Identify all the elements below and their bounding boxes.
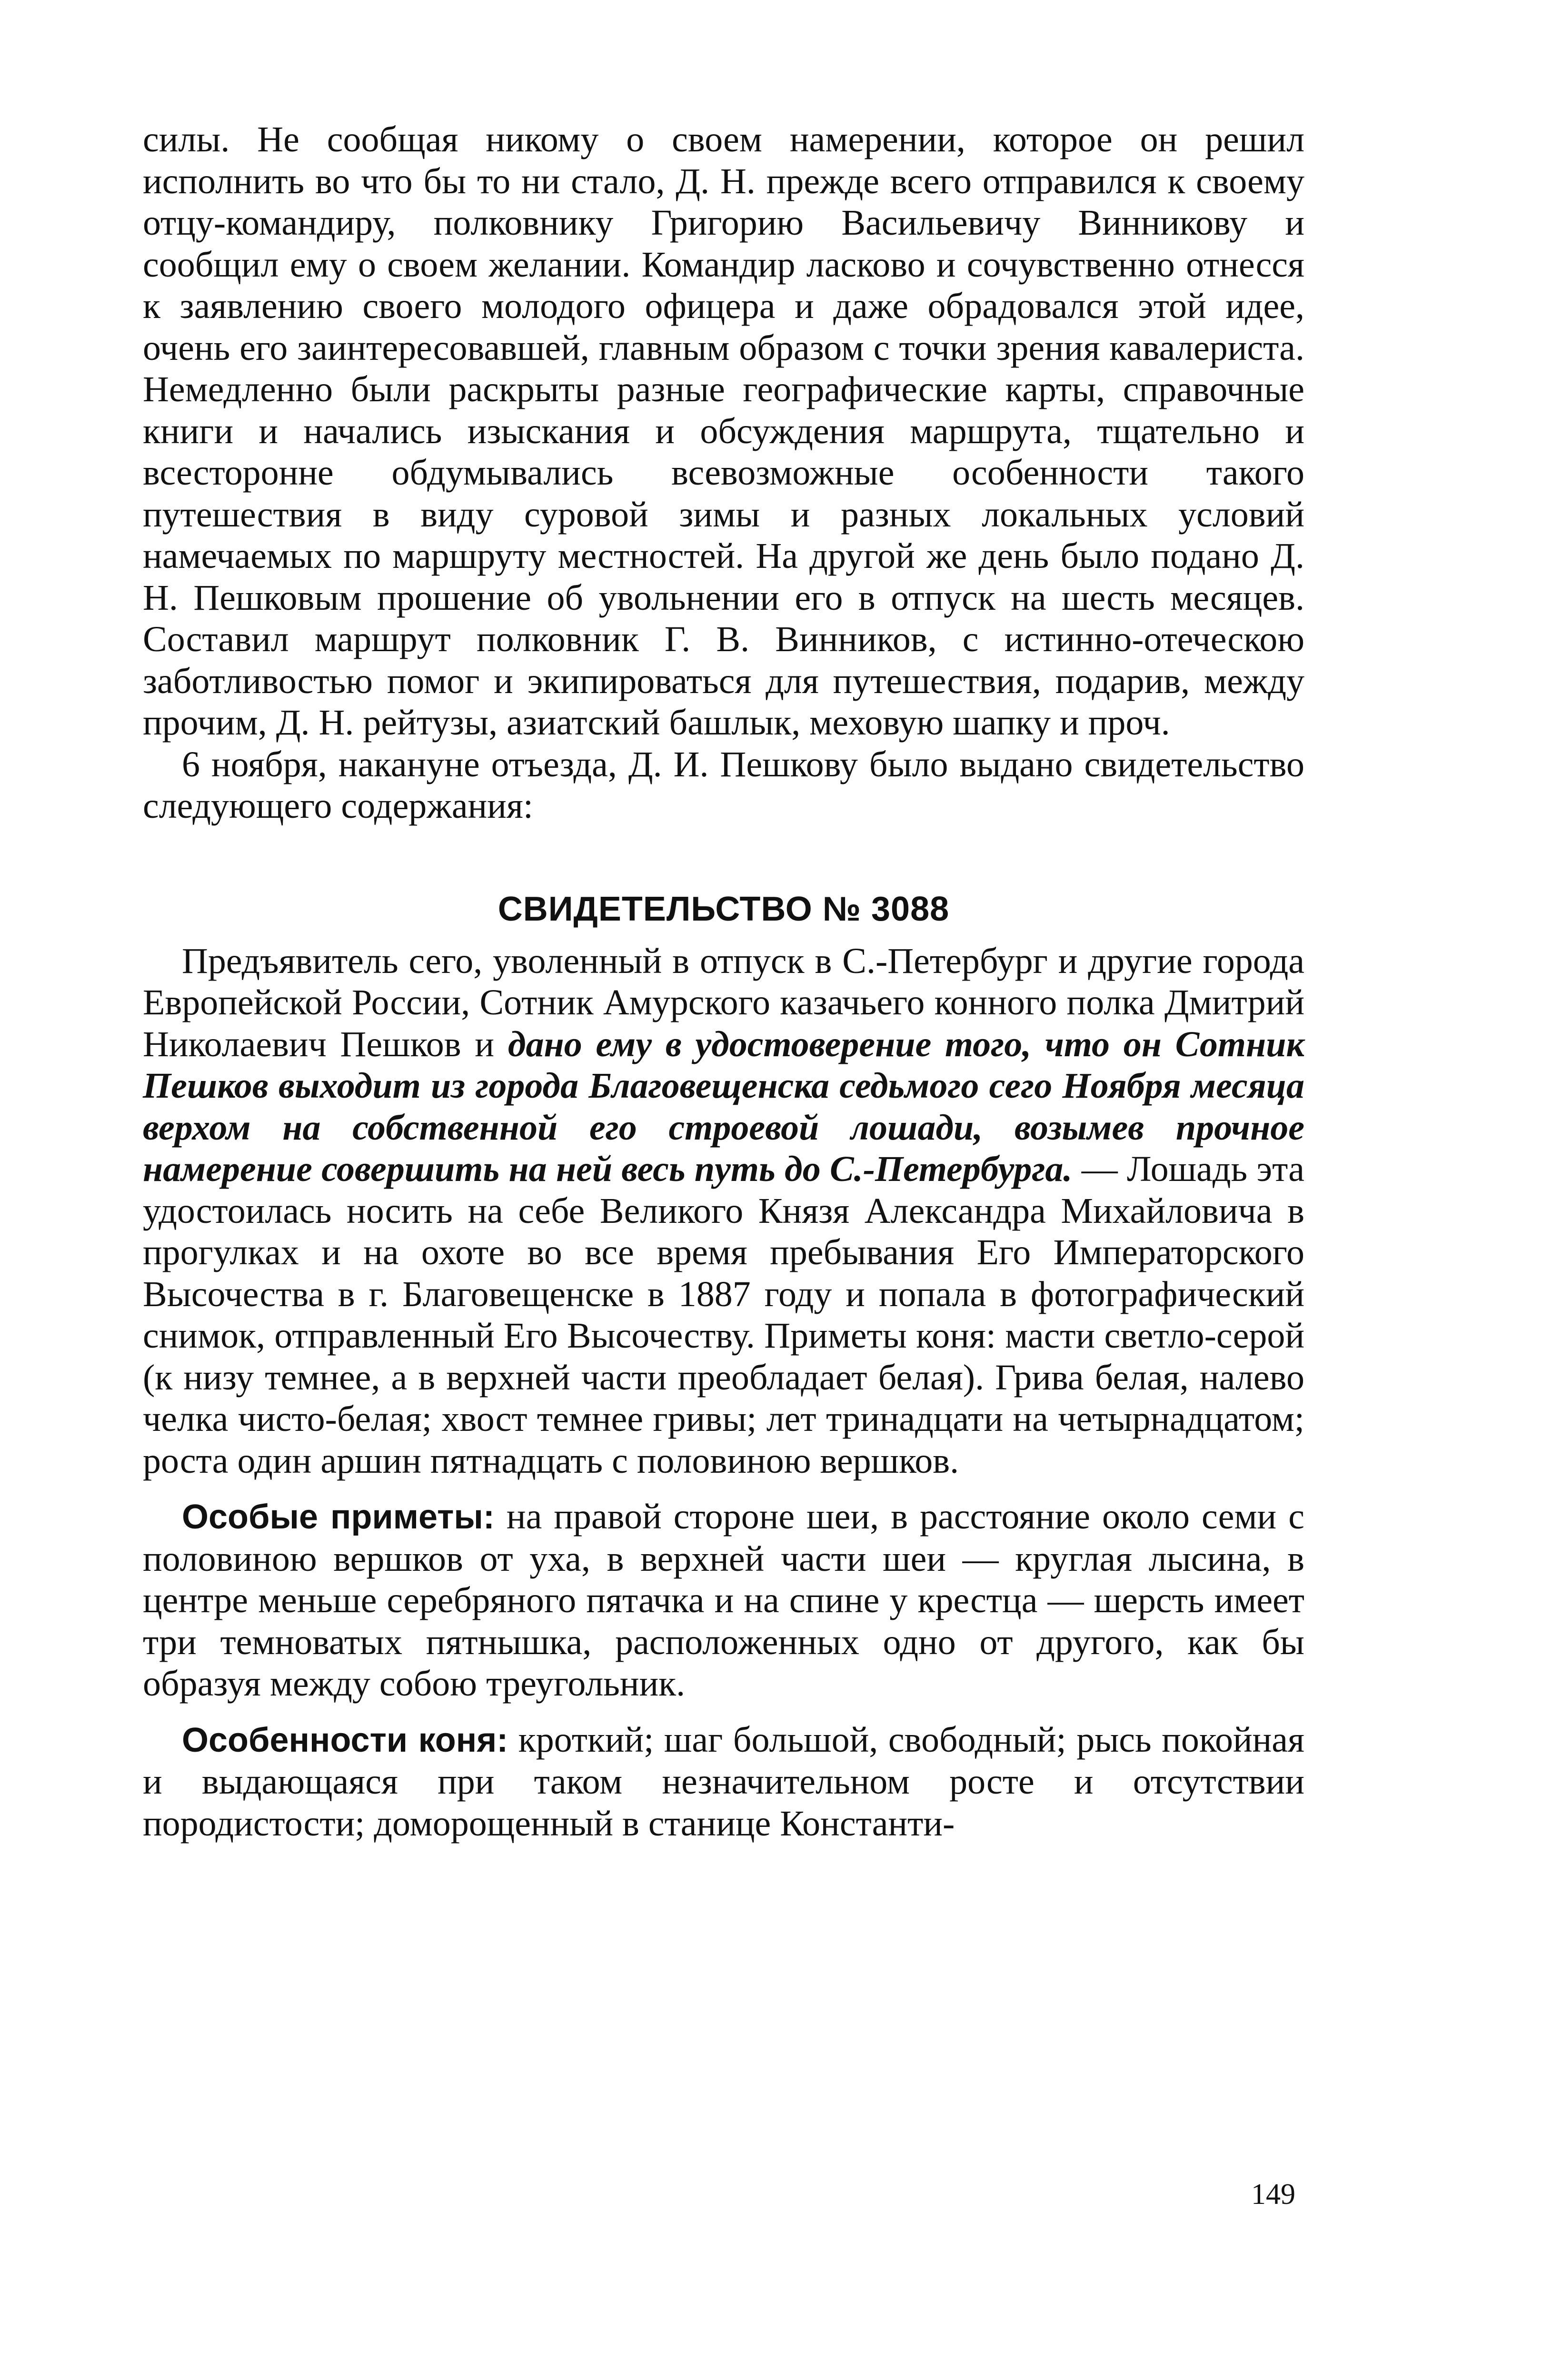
body-paragraph: 6 ноября, накануне отъезда, Д. И. Пешкову было выдано свидетельство следующего содержания: xyxy=(143,744,1304,826)
horse-features-label: Особенности коня: xyxy=(182,1721,508,1759)
certificate-heading: СВИДЕТЕЛЬСТВО № 3088 xyxy=(497,890,950,928)
certificate-rest-text: — Лошадь эта удостоилась носить на себе Великого Князя Александра Михайловича в прогулках и на охоте во все время пребывания Его Императорского Высочества в г. Благовещенске в 1887 году и попала в фотографический снимок, отправленный Его Высочеству. Приметы коня: масти светло-серой (к низу темнее, а в верхней части преобладает белая). Грива белая, налево челка чисто-белая; хвост темнее гривы; лет тринадцати на четырнадцатом; роста один аршин пятнадцать с половиною вершков. xyxy=(143,1149,1304,1481)
certificate-italic-text: дано ему в удостоверение того, что он Сотник Пешков выходит из города Благовещенска седьмого сего Ноября месяца верхом на собственной его строевой лошади, возымев прочное намерение совершить на ней весь путь до С.-Петербурга. xyxy=(143,1024,1304,1189)
special-marks-paragraph xyxy=(143,1496,1304,1705)
page-number: 149 xyxy=(1251,2178,1295,2211)
document-page xyxy=(143,119,1304,1844)
horse-features-text: кроткий; шаг большой, свободный; рысь покойная и выдающаяся при таком незначительном росте и отсутствии породистости; доморощенный в станице Константи- xyxy=(143,1719,1304,1844)
horse-features-paragraph xyxy=(143,1719,1304,1845)
special-marks-text: на правой стороне шеи, в расстояние около семи с половиною вершков от уха, в верхней части шеи — круглая лысина, в центре меньше серебряного пятачка и на спине у крестца — шерсть имеет три темноватых пятнышка, расположенных одно от другого, как бы образуя между собою треугольник. xyxy=(143,1497,1304,1704)
certificate-paragraph xyxy=(143,941,1304,1482)
body-paragraph: силы. Не сообщая никому о своем намерении, которое он решил исполнить во что бы то ни стало, Д. Н. прежде всего отправился к своему отцу-командиру, полковнику Григорию Васильевичу Винникову и сообщил ему о своем желании. Командир ласково и сочувственно отнесся к заявлению своего молодого офицера и даже обрадовался этой идее, очень его заинтересовавшей, главным образом с точки зрения кавалериста. Немедленно были раскрыты разные географические карты, справочные книги и начались изыскания и обсуждения маршрута, тщательно и всесторонне обдумывались всевозможные особенности такого путешествия в виду суровой зимы и разных локальных условий намечаемых по маршруту местностей. На другой же день было подано Д. Н. Пешковым прошение об увольнении его в отпуск на шесть месяцев. Составил маршрут полковник Г. В. Винников, с истинно-отеческою заботливостью помог и экипироваться для путешествия, подарив, между прочим, Д. Н. рейтузы, азиатский башлык, меховую шапку и проч. xyxy=(143,119,1304,743)
certificate-intro-text: Предъявитель сего, уволенный в отпуск в С.-Петербург и другие города Европейской России, Сотник Амурского казачьего конного полка Дмитрий Николаевич Пешков и xyxy=(143,941,1304,1064)
special-marks-label: Особые приметы: xyxy=(182,1498,495,1536)
